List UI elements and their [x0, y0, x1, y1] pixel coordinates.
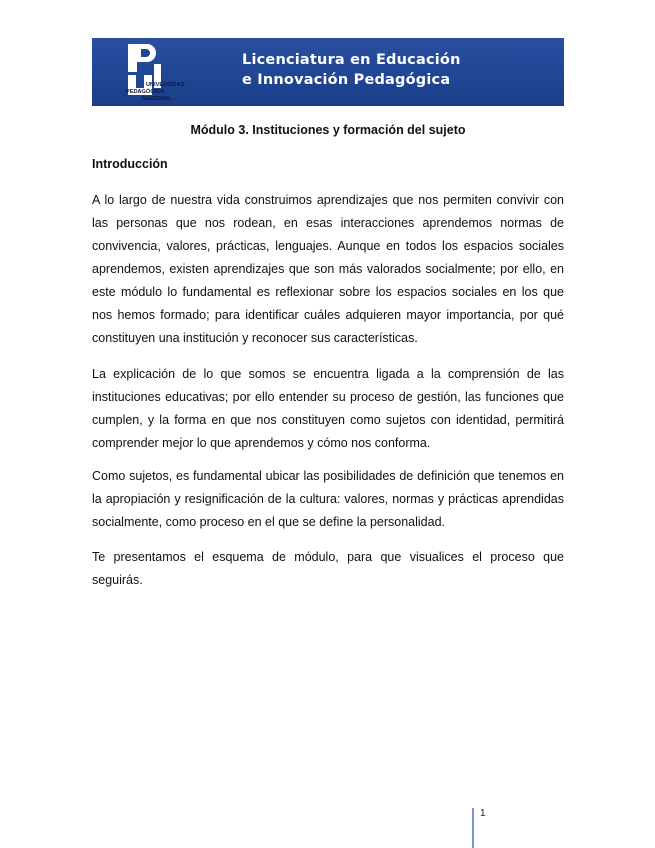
program-title-line-2: e Innovación Pedagógica: [242, 72, 451, 88]
paragraph-2: La explicación de lo que somos se encuentra ligada a la comprensión de las instituciones educativas; por ello entender su proceso de gestión, las funciones que cumplen, y la forma en que nos constituyen como sujetos con identidad, permitirá comprender mejor lo que aprendemos y cómo nos conforma.: [92, 367, 564, 450]
program-title: [242, 50, 461, 90]
logo-line-2: PEDAGÓGICA: [126, 89, 165, 95]
program-title-line-1: Licenciatura en Educación: [242, 52, 461, 68]
section-heading: Introducción: [92, 157, 168, 171]
logo-line-3: NACIONAL: [142, 96, 172, 102]
upn-logo: [124, 42, 194, 104]
paragraph-1: A lo largo de nuestra vida construimos aprendizajes que nos permiten convivir con las personas que nos rodean, en esas interacciones aprendemos normas de convivencia, valores, prácticas, lenguajes. Aunque en todos los espacios sociales aprendemos, existen aprendizajes que son más valorados socialmente; por ello, en este módulo lo fundamental es reflexionar sobre los espacios sociales en los que nos hemos formado; para identificar cuáles adquieren mayor importancia, por qué constituyen una institución y reconocer sus características.: [92, 193, 564, 345]
paragraph-4: Te presentamos el esquema de módulo, para que visualices el proceso que seguirás.: [92, 550, 564, 587]
header-banner: [92, 38, 564, 106]
page-number: 1: [472, 808, 486, 848]
logo-line-1: UNIVERSIDAD: [146, 82, 185, 88]
paragraph-3: Como sujetos, es fundamental ubicar las posibilidades de definición que tenemos en la apropiación y resignificación de la cultura: valores, normas y prácticas aprendidas socialmente, como proceso en el que se define la personalidad.: [92, 469, 564, 529]
document-title: Módulo 3. Instituciones y formación del sujeto: [190, 123, 466, 137]
